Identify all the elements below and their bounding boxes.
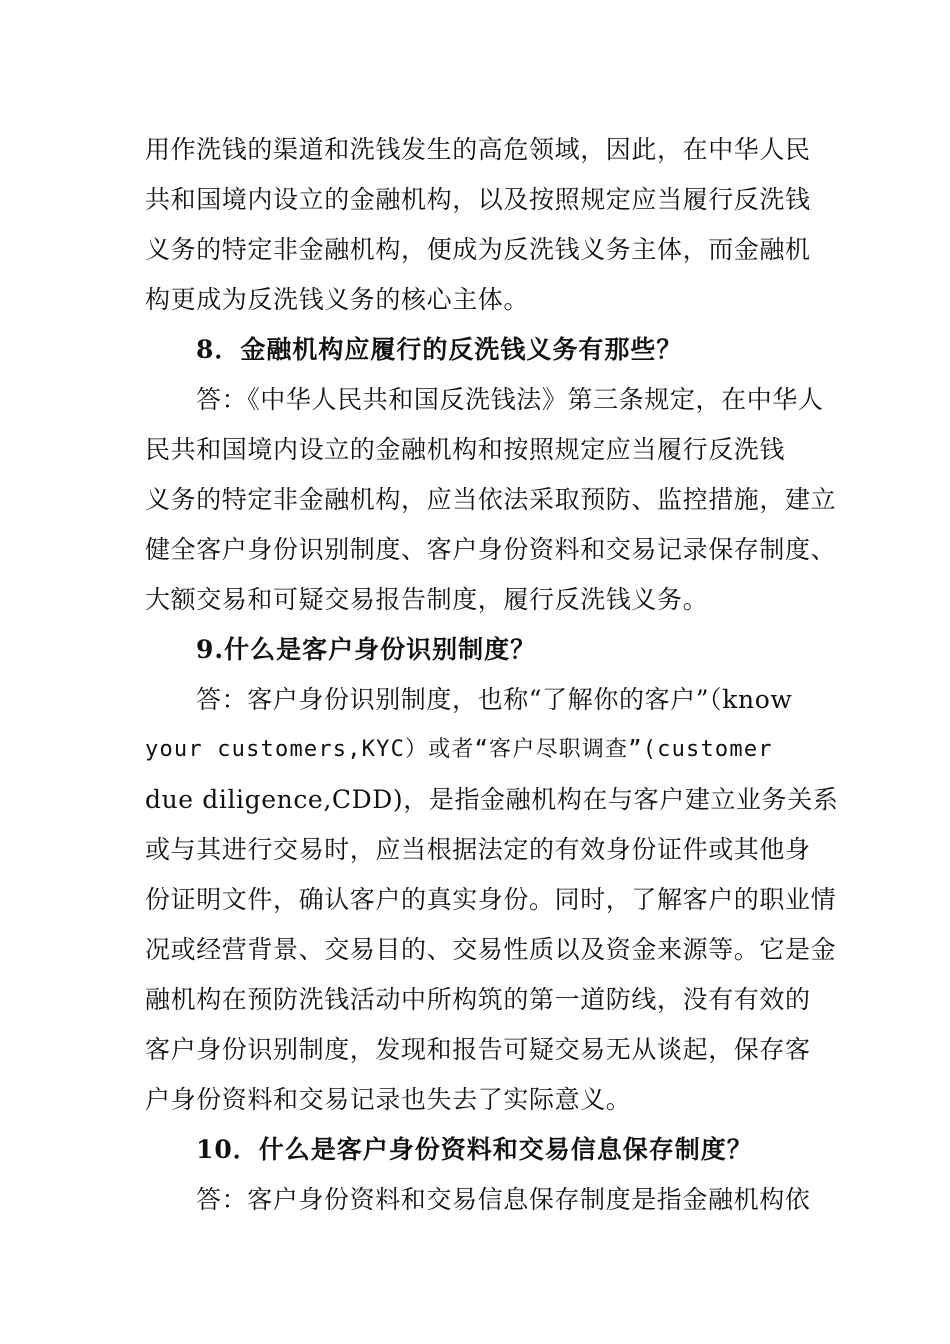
paragraph-line: your customers,KYC）或者“客户尽职调查”(customer	[145, 737, 773, 762]
paragraph-line: 义务的特定非金融机构，应当依法采取预防、监控措施，建立	[145, 485, 837, 514]
paragraph-line: 客户身份识别制度，发现和报告可疑交易无从谈起，保存客	[145, 1035, 811, 1064]
paragraph-line: 份证明文件，确认客户的真实身份。同时，了解客户的职业情	[145, 885, 837, 914]
paragraph-line: 健全客户身份识别制度、客户身份资料和交易记录保存制度、	[145, 535, 837, 564]
paragraph-line: 共和国境内设立的金融机构，以及按照规定应当履行反洗钱	[145, 185, 811, 214]
paragraph-line: 构更成为反洗钱义务的核心主体。	[145, 285, 530, 314]
paragraph-line: 义务的特定非金融机构，便成为反洗钱义务主体，而金融机	[145, 235, 811, 264]
paragraph-line: 答：客户身份资料和交易信息保存制度是指金融机构依	[196, 1185, 811, 1214]
section-heading-8: 8．金融机构应履行的反洗钱义务有那些？	[196, 335, 683, 364]
paragraph-line: 融机构在预防洗钱活动中所构筑的第一道防线，没有有效的	[145, 985, 811, 1014]
paragraph-line: due diligence,CDD)，是指金融机构在与客户建立业务关系	[145, 785, 839, 814]
paragraph-line: 答：《中华人民共和国反洗钱法》第三条规定，在中华人	[196, 385, 824, 414]
paragraph-line: 答：客户身份识别制度，也称“了解你的客户”（know	[196, 685, 793, 714]
paragraph-line: 户身份资料和交易记录也失去了实际意义。	[145, 1085, 632, 1114]
paragraph-line: 大额交易和可疑交易报告制度，履行反洗钱义务。	[145, 585, 709, 614]
section-heading-9: 9.什么是客户身份识别制度？	[196, 635, 537, 664]
paragraph-line: 或与其进行交易时，应当根据法定的有效身份证件或其他身	[145, 835, 811, 864]
paragraph-line: 用作洗钱的渠道和洗钱发生的高危领域，因此，在中华人民	[145, 135, 811, 164]
section-heading-10: 10．什么是客户身份资料和交易信息保存制度？	[196, 1135, 753, 1164]
paragraph-line: 况或经营背景、交易目的、交易性质以及资金来源等。它是金	[145, 935, 837, 964]
paragraph-line: 民共和国境内设立的金融机构和按照规定应当履行反洗钱	[145, 435, 786, 464]
